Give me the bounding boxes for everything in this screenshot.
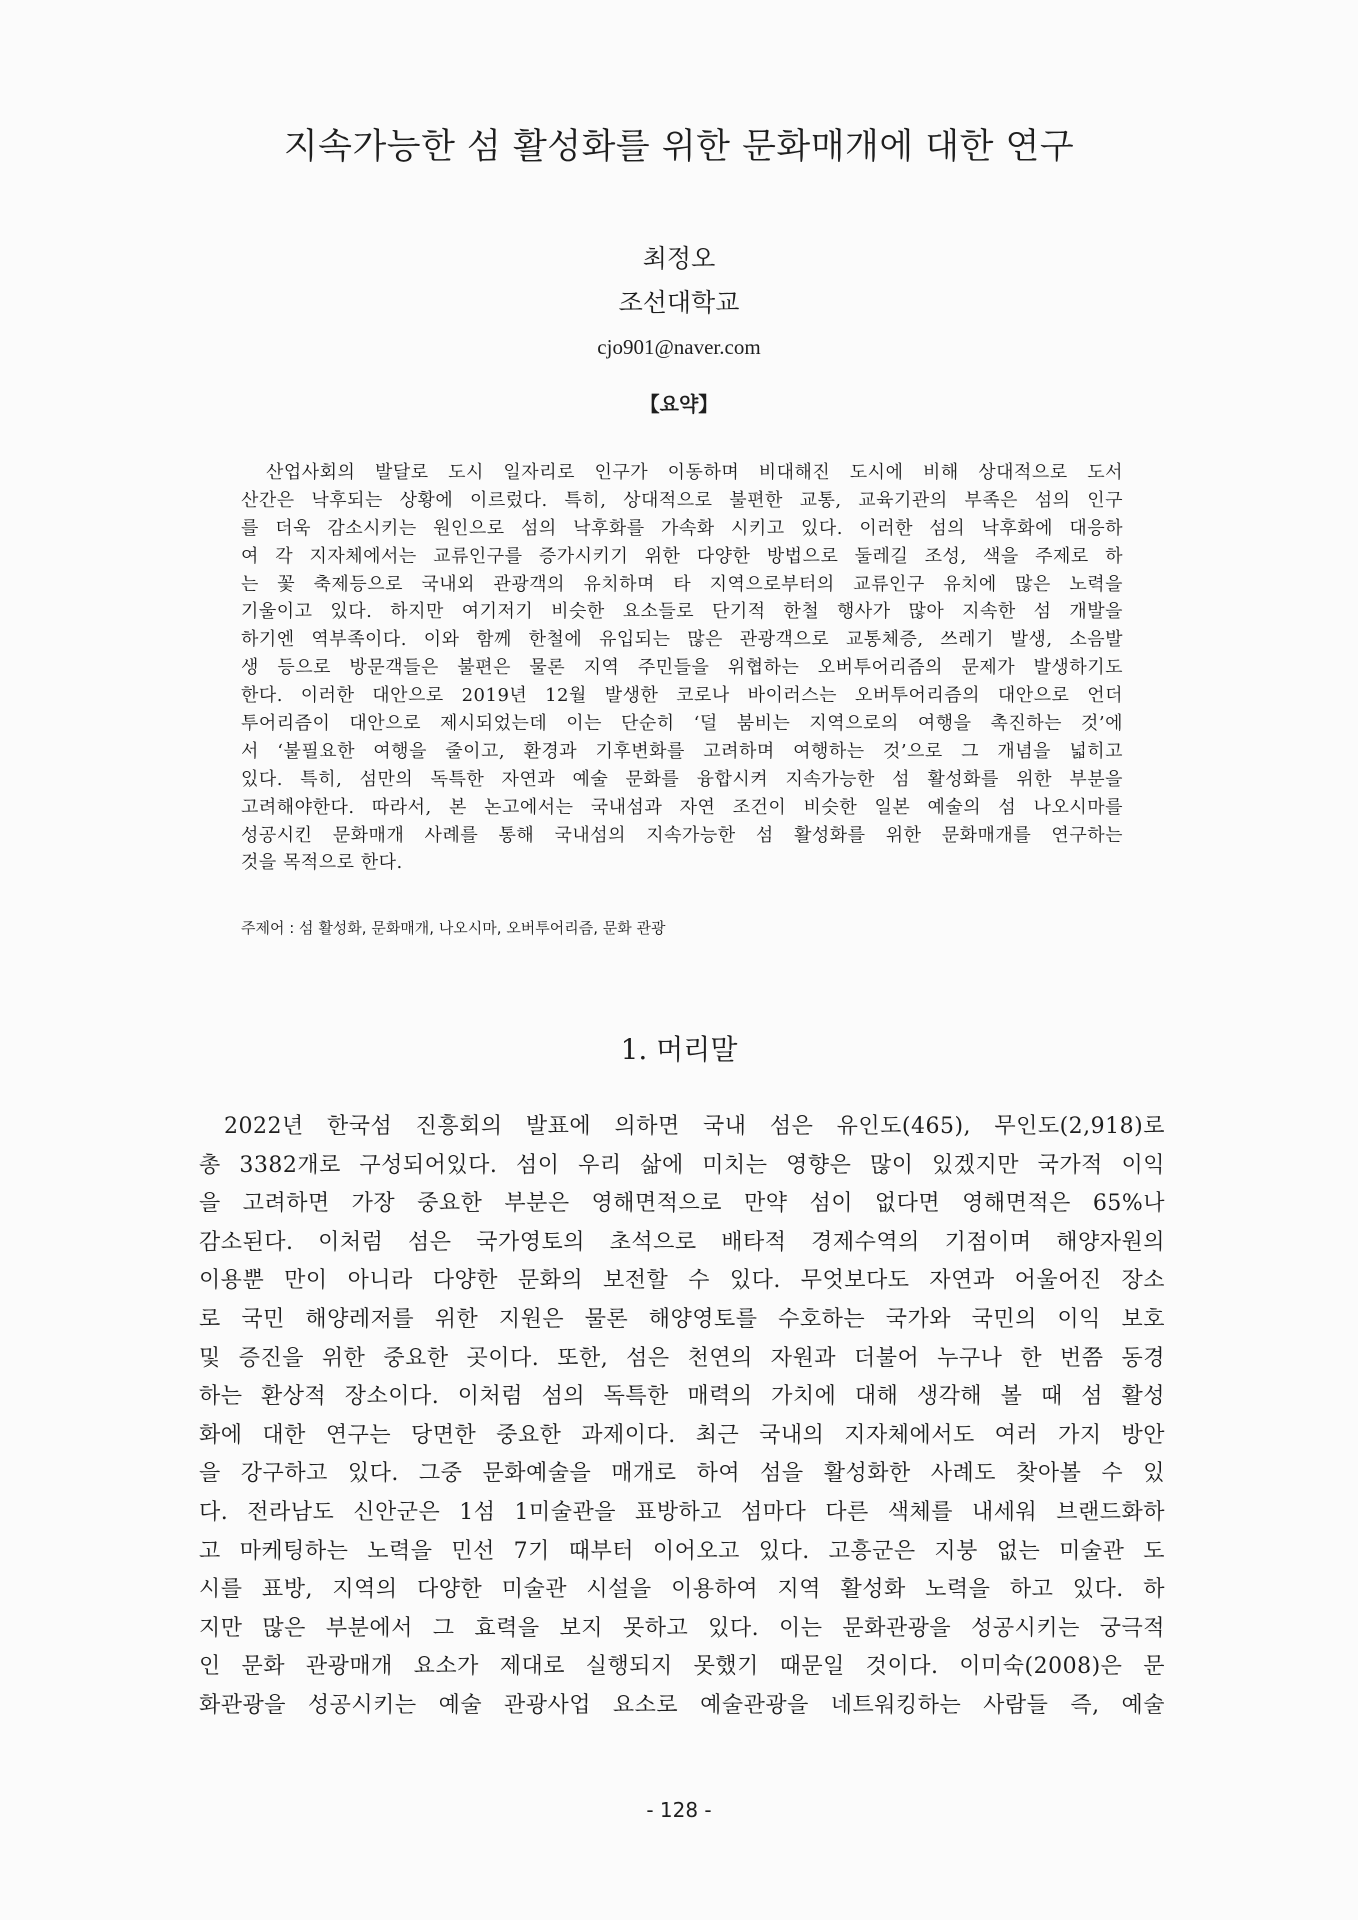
abstract-heading: 【요약】 xyxy=(639,392,719,416)
abstract-line: 산업사회의 발달로 도시 일자리로 인구가 이동하며 비대해진 도시에 비해 상대적으로 도서 xyxy=(266,462,1123,483)
body-line: 다. 전라남도 신안군은 1섬 1미술관을 표방하고 섬마다 다른 색체를 내세워 브랜드화하 xyxy=(199,1499,1165,1525)
abstract-line: 를 더욱 감소시키는 원인으로 섬의 낙후화를 가속화 시키고 있다. 이러한 섬의 낙후화에 대응하 xyxy=(241,517,1123,539)
abstract-line: 생 등으로 방문객들은 불편은 물론 지역 주민들을 위협하는 오버투어리즘의 문제가 발생하기도 xyxy=(241,657,1123,679)
section-heading: 1. 머리말 xyxy=(620,1033,738,1066)
body-line: 을 고려하면 가장 중요한 부분은 영해면적으로 만약 섬이 없다면 영해면적은 65%나 xyxy=(199,1191,1165,1217)
body-paragraph xyxy=(199,1108,1165,1726)
abstract-line: 성공시킨 문화매개 사례를 통해 국내섬의 지속가능한 섬 활성화를 위한 문화매개를 연구하는 xyxy=(241,824,1123,846)
body-line: 이용뿐 만이 아니라 다양한 문화의 보전할 수 있다. 무엇보다도 자연과 어울어진 장소 xyxy=(199,1268,1165,1294)
author-email: cjo901@naver.com xyxy=(597,335,761,359)
body-line: 총 3382개로 구성되어있다. 섬이 우리 삶에 미치는 영향은 많이 있겠지만 국가적 이익 xyxy=(199,1152,1165,1178)
body-line: 로 국민 해양레저를 위한 지원은 물론 해양영토를 수호하는 국가와 국민의 이익 보호 xyxy=(199,1306,1165,1332)
body-line: 시를 표방, 지역의 다양한 미술관 시설을 이용하여 지역 활성화 노력을 하고 있다. 하 xyxy=(199,1577,1165,1603)
body-line: 및 증진을 위한 중요한 곳이다. 또한, 섬은 천연의 자원과 더불어 누구나 한 번쯤 동경 xyxy=(199,1345,1165,1371)
body-line: 하는 환상적 장소이다. 이처럼 섬의 독특한 매력의 가치에 대해 생각해 볼 때 섬 활성 xyxy=(199,1384,1165,1410)
abstract-line: 서 ‘불필요한 여행을 줄이고, 환경과 기후변화를 고려하며 여행하는 것’으로 그 개념을 넓히고 xyxy=(241,740,1123,762)
paper-title: 지속가능한 섬 활성화를 위한 문화매개에 대한 연구 xyxy=(283,127,1075,167)
abstract-line: 산간은 낙후되는 상황에 이르렀다. 특히, 상대적으로 불편한 교통, 교육기관의 부족은 섬의 인구 xyxy=(241,489,1123,511)
abstract-line: 기울이고 있다. 하지만 여기저기 비슷한 요소들로 단기적 한철 행사가 많아 지속한 섬 개발을 xyxy=(241,601,1123,623)
body-line: 화에 대한 연구는 당면한 중요한 과제이다. 최근 국내의 지자체에서도 여러 가지 방안 xyxy=(199,1422,1165,1448)
body-line: 지만 많은 부분에서 그 효력을 보지 못하고 있다. 이는 문화관광을 성공시키는 궁극적 xyxy=(199,1615,1165,1641)
abstract-paragraph xyxy=(241,459,1123,877)
abstract-line: 여 각 지자체에서는 교류인구를 증가시키기 위한 다양한 방법으로 둘레길 조성, 색을 주제로 하 xyxy=(241,545,1123,567)
body-line: 고 마케팅하는 노력을 민선 7기 때부터 이어오고 있다. 고흥군은 지붕 없는 미술관 도 xyxy=(199,1538,1165,1564)
abstract-line: 하기엔 역부족이다. 이와 함께 한철에 유입되는 많은 관광객으로 교통체증, 쓰레기 발생, 소음발 xyxy=(241,629,1123,651)
abstract-line: 것을 목적으로 한다. xyxy=(241,852,403,874)
abstract-line: 있다. 특히, 섬만의 독특한 자연과 예술 문화를 융합시켜 지속가능한 섬 활성화를 위한 부분을 xyxy=(241,768,1123,790)
body-line: 을 강구하고 있다. 그중 문화예술을 매개로 하여 섬을 활성화한 사례도 찾아볼 수 있 xyxy=(199,1461,1165,1487)
abstract-line: 한다. 이러한 대안으로 2019년 12월 발생한 코로나 바이러스는 오버투어리즘의 대안으로 언더 xyxy=(241,685,1123,707)
abstract-line: 고려해야한다. 따라서, 본 논고에서는 국내섬과 자연 조건이 비슷한 일본 예술의 섬 나오시마를 xyxy=(241,796,1123,818)
abstract-line: 투어리즘이 대안으로 제시되었는데 이는 단순히 ‘덜 붐비는 지역으로의 여행을 촉진하는 것’에 xyxy=(241,713,1123,735)
abstract-line: 는 꽃 축제등으로 국내외 관광객의 유치하며 타 지역으로부터의 교류인구 유치에 많은 노력을 xyxy=(241,573,1123,595)
author-affiliation: 조선대학교 xyxy=(618,288,740,317)
keywords: 주제어 : 섬 활성화, 문화매개, 나오시마, 오버투어리즘, 문화 관광 xyxy=(241,919,666,937)
body-line: 감소된다. 이처럼 섬은 국가영토의 초석으로 배타적 경제수역의 기점이며 해양자원의 xyxy=(199,1229,1165,1255)
body-line: 화관광을 성공시키는 예술 관광사업 요소로 예술관광을 네트워킹하는 사람들 즉, 예술 xyxy=(199,1692,1165,1718)
body-line: 인 문화 관광매개 요소가 제대로 실행되지 못했기 때문일 것이다. 이미숙(2008)은 문 xyxy=(199,1654,1165,1680)
body-line: 2022년 한국섬 진흥회의 발표에 의하면 국내 섬은 유인도(465), 무인도(2,918)로 xyxy=(224,1114,1165,1139)
page-number: - 128 - xyxy=(646,1798,712,1822)
author-name: 최정오 xyxy=(642,244,716,273)
